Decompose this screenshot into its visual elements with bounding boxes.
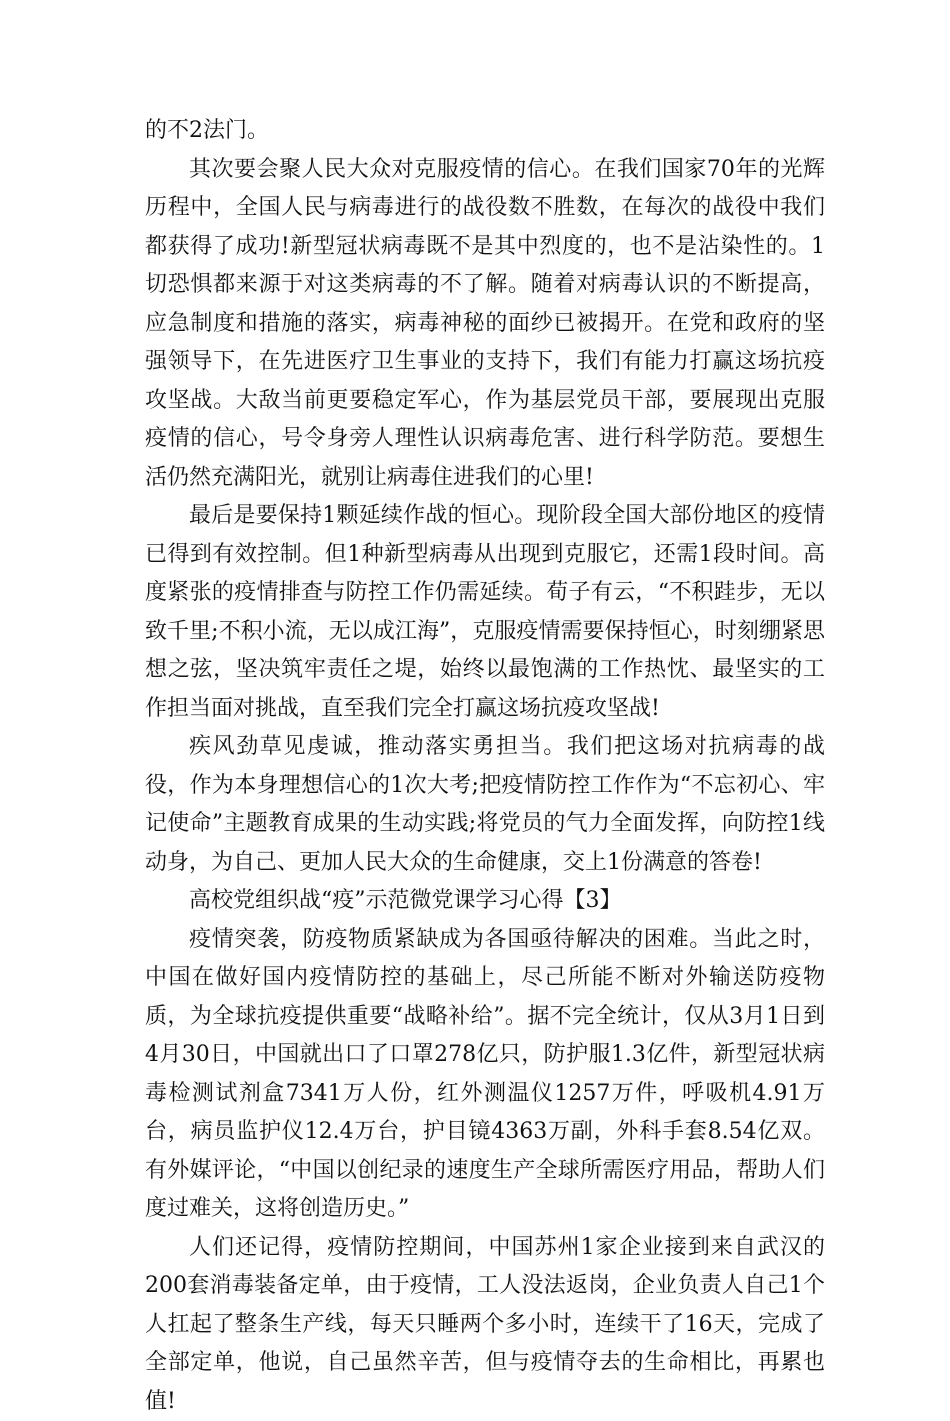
paragraph-responsibility: 疾风劲草见虔诚，推动落实勇担当。我们把这场对抗病毒的战役，作为本身理想信心的1次大考;把疫情防控工作作为“不忘初心、牢记使命”主题教育成果的生动实践;将党员的气力全面发挥，向防控1线动身，为自己、更加人民大众的生命健康，交上1份满意的答卷! bbox=[145, 728, 825, 882]
paragraph-suzhou-story: 人们还记得，疫情防控期间，中国苏州1家企业接到来自武汉的200套消毒装备定单，由于疫情，工人没法返岗，企业负责人自己1个人扛起了整条生产线，每天只睡两个多小时，连续干了16天，完成了全部定单，他说，自己虽然辛苦，但与疫情夺去的生命相比，再累也值! bbox=[145, 1229, 825, 1421]
paragraph-perseverance: 最后是要保持1颗延续作战的恒心。现阶段全国大部份地区的疫情已得到有效控制。但1种新型病毒从出现到克服它，还需1段时间。高度紧张的疫情排查与防控工作仍需延续。荀子有云，“不积跬步，无以致千里;不积小流，无以成江海”，克服疫情需要保持恒心，时刻绷紧思想之弦，坚决筑牢责任之堤，始终以最饱满的工作热忱、最坚实的工作担当面对挑战，直至我们完全打赢这场抗疫攻坚战! bbox=[145, 497, 825, 728]
section-heading: 高校党组织战“疫”示范微党课学习心得【3】 bbox=[145, 882, 825, 921]
paragraph-confidence: 其次要会聚人民大众对克服疫情的信心。在我们国家70年的光辉历程中，全国人民与病毒进行的战役数不胜数，在每次的战役中我们都获得了成功!新型冠状病毒既不是其中烈度的，也不是沾染性的。1切恐惧都来源于对这类病毒的不了解。随着对病毒认识的不断提高，应急制度和措施的落实，病毒神秘的面纱已被揭开。在党和政府的坚强领导下，在先进医疗卫生事业的支持下，我们有能力打赢这场抗疫攻坚战。大敌当前更要稳定军心，作为基层党员干部，要展现出克服疫情的信心，号令身旁人理性认识病毒危害、进行科学防范。要想生活仍然充满阳光，就别让病毒住进我们的心里! bbox=[145, 151, 825, 498]
paragraph-continuation: 的不2法门。 bbox=[145, 112, 825, 151]
document-body bbox=[145, 112, 825, 1421]
paragraph-supplies: 疫情突袭，防疫物质紧缺成为各国亟待解决的困难。当此之时，中国在做好国内疫情防控的基础上，尽己所能不断对外输送防疫物质，为全球抗疫提供重要“战略补给”。据不完全统计，仅从3月1日到4月30日，中国就出口了口罩278亿只，防护服1.3亿件，新型冠状病毒检测试剂盒7341万人份，红外测温仪1257万件，呼吸机4.91万台，病员监护仪12.4万台，护目镜4363万副，外科手套8.54亿双。有外媒评论，“中国以创纪录的速度生产全球所需医疗用品，帮助人们度过难关，这将创造历史。” bbox=[145, 921, 825, 1229]
